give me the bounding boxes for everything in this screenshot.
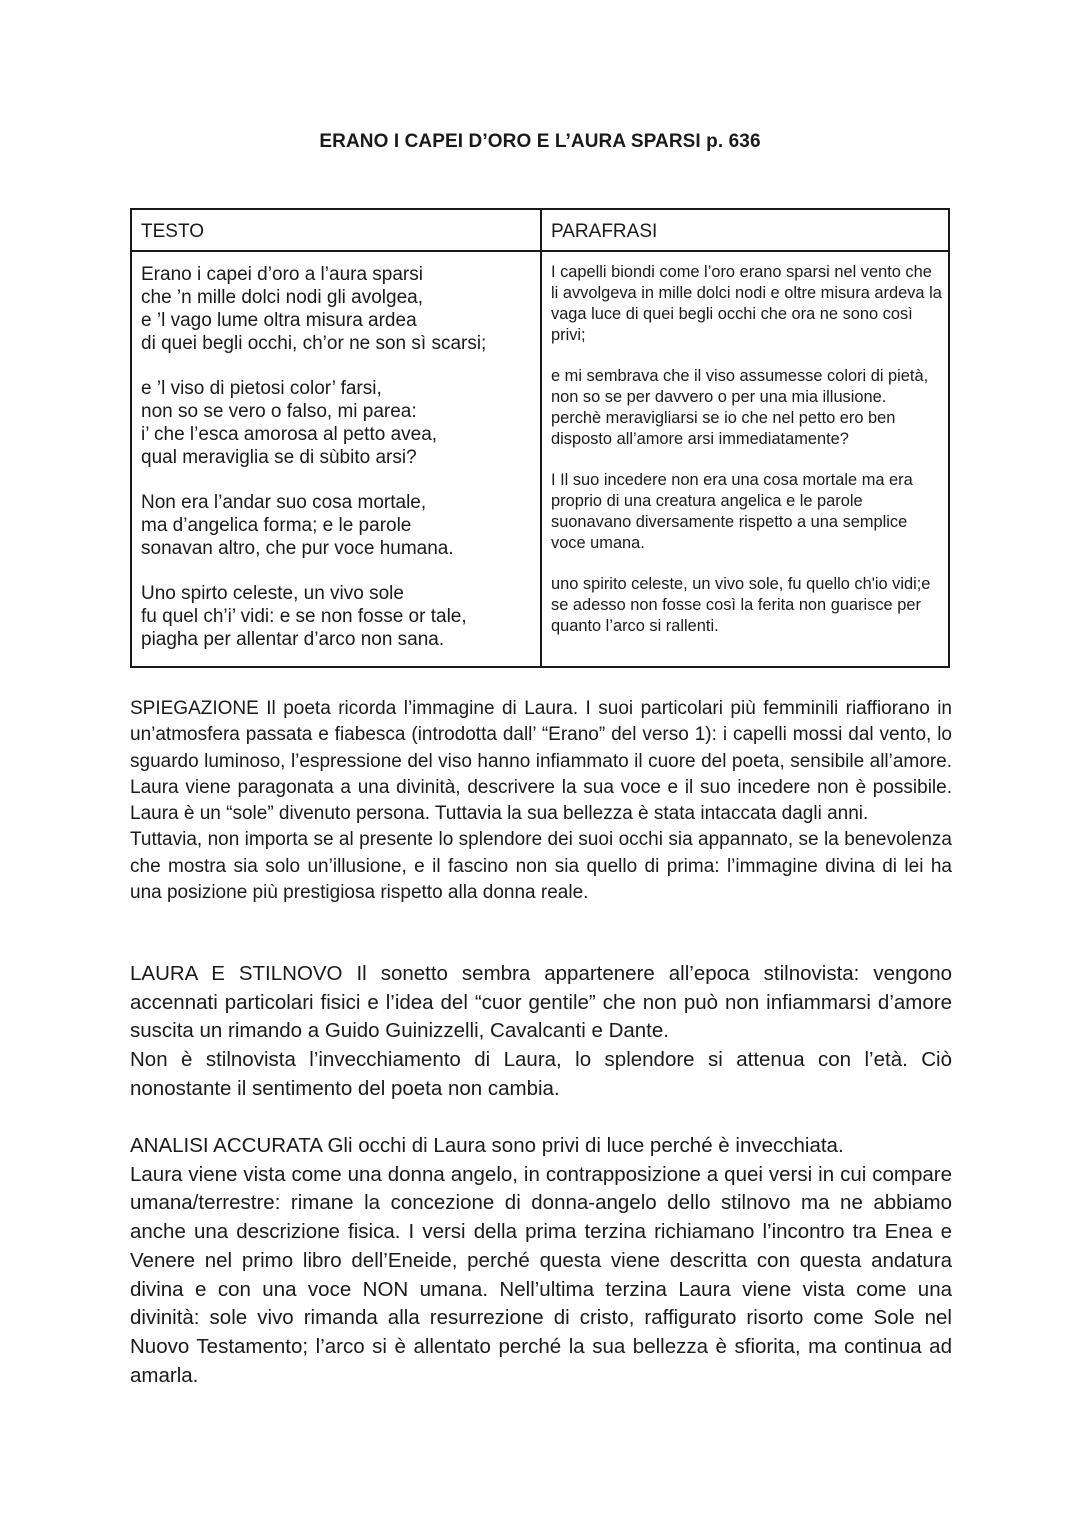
spiegazione-section	[130, 696, 952, 906]
header-parafrasi: PARAFRASI	[541, 209, 949, 251]
stilnovo-section	[130, 960, 952, 1104]
stilnovo-paragraph-2: Non è stilnovista l’invecchiamento di Laura, lo splendore si attenua con l’età. Ciò nonostante il sentimento del poeta non cambia.	[130, 1048, 952, 1100]
parafrasi-stanza-2: e mi sembrava che il viso assumesse colori di pietà, non so se per davvero o per una mia illusione.	[551, 367, 929, 406]
testo-stanza-4: Uno spirto celeste, un vivo sole fu quel ch’i’ vidi: e se non fosse or tale, piagha per allentar d’arco non sana.	[141, 583, 467, 650]
testo-cell	[131, 251, 541, 667]
parafrasi-stanza-4: uno spirito celeste, un vivo sole, fu quello ch'io vidi;e se adesso non fosse così la ferita non guarisce per quanto l’arco si rallenti.	[551, 575, 931, 635]
analisi-section	[130, 1132, 952, 1390]
table-body-row	[131, 251, 949, 667]
testo-stanza-2: e ’l viso di pietosi color’ farsi, non so se vero o falso, mi parea: i’ che l’esca amorosa al petto avea, qual meraviglia se di sùbito arsi?	[141, 378, 438, 468]
parafrasi-stanza-3: I Il suo incedere non era una cosa mortale ma era proprio di una creatura angelica e le parole suonavano diversamente rispetto a una semplice voce umana.	[551, 471, 913, 552]
analisi-paragraph-1: ANALISI ACCURATA Gli occhi di Laura sono privi di luce perché è invecchiata.	[130, 1134, 844, 1157]
page-title: ERANO I CAPEI D’ORO E L’AURA SPARSI p. 636	[319, 131, 761, 152]
testo-stanza-3: Non era l’andar suo cosa mortale, ma d’angelica forma; e le parole sonavan altro, che pur voce humana.	[141, 492, 454, 559]
stilnovo-paragraph-1: LAURA E STILNOVO Il sonetto sembra appartenere all’epoca stilnovista: vengono accennati particolari fisici e l’idea del “cuor gentile” che non può non infiammarsi d’amore suscita un rimando a Guido Guinizzelli, Cavalcanti e Dante.	[130, 962, 952, 1043]
spiegazione-paragraph-1: SPIEGAZIONE Il poeta ricorda l’immagine di Laura. I suoi particolari più femminili riaffiorano in un’atmosfera passata e fiabesca (introdotta dall’ “Erano” del verso 1): i capelli mossi dal vento, lo sguardo luminoso, l’espressione del viso hanno infiammato il cuore del poeta, sensibile all’amore. Laura viene paragonata a una divinità, descrivere la sua voce e il suo incedere non è possibile. Laura è un “sole” divenuto persona. Tuttavia la sua bellezza è stata intaccata dagli anni.	[130, 698, 952, 825]
parafrasi-cell	[541, 251, 949, 667]
analisi-paragraph-2: Laura viene vista come una donna angelo, in contrapposizione a quei versi in cui compare umana/terrestre: rimane la concezione di donna-angelo dello stilnovo ma ne abbiamo anche una descrizione fisica. I versi della prima terzina richiamano l’incontro tra Enea e Venere nel primo libro dell’Eneide, perché questa viene descritta con questa andatura divina e con una voce NON umana. Nell’ultima terzina Laura viene vista come una divinità: sole vivo rimanda alla resurrezione di cristo, raffigurato risorto come Sole nel Nuovo Testamento; l’arco si è allentato perché la sua bellezza è sfiorita, ma continua ad amarla.	[130, 1162, 952, 1387]
parafrasi-stanza-1: I capelli biondi come l’oro erano sparsi nel vento che li avvolgeva in mille dolci nodi e oltre misura ardeva la vaga luce di quei begli occhi che ora ne sono così privi;	[551, 263, 942, 344]
parafrasi-stanza-2b: perchè meravigliarsi se io che nel petto ero ben disposto all’amore arsi immediatamente?	[551, 409, 896, 448]
testo-stanza-1: Erano i capei d’oro a l’aura sparsi che ’n mille dolci nodi gli avolgea, e ’l vago lume oltra misura ardea di quei begli occhi, ch’or ne son sì scarsi;	[141, 264, 487, 354]
table-header-row	[131, 209, 949, 251]
spiegazione-paragraph-2: Tuttavia, non importa se al presente lo splendore dei suoi occhi sia appannato, se la benevolenza che mostra sia solo un’illusione, e il fascino non sia quello di prima: l’immagine divina di lei ha una posizione più prestigiosa rispetto alla donna reale.	[130, 829, 952, 904]
poem-table	[130, 208, 950, 668]
header-testo: TESTO	[131, 209, 541, 251]
